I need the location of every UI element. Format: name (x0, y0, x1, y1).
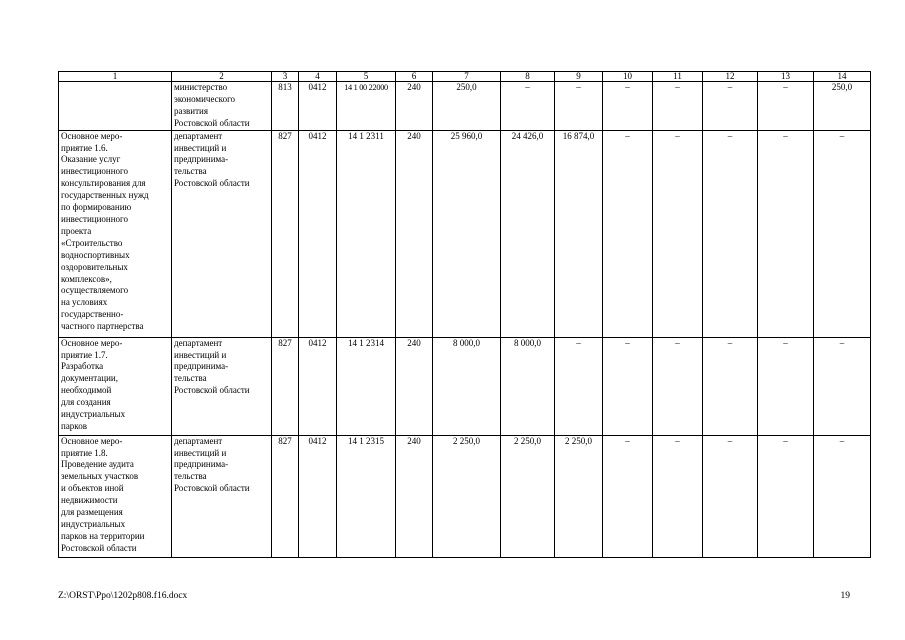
table-row (59, 337, 871, 435)
row-vr: 240 (396, 435, 433, 557)
row-value-8: 24 426,0 (501, 130, 555, 337)
row-vr: 240 (396, 337, 433, 435)
col-header-12: 12 (703, 72, 758, 82)
row-value-12: – (703, 130, 758, 337)
row-rzpr: 0412 (299, 82, 337, 131)
row-value-11: – (653, 337, 703, 435)
row-rzpr: 0412 (299, 337, 337, 435)
row-executor: министерство экономического развития Ростовской области (172, 82, 272, 131)
footer-page-number: 19 (840, 591, 850, 601)
row-csr: 14 1 00 22000 (337, 82, 396, 131)
row-value-10: – (603, 82, 653, 131)
row-name: Основное меро- приятие 1.6. Оказание услуг инвестиционного консультирования для государственных нужд по формированию инвестиционного проекта «Строительство водноспортивных оздоровительных комплексов», осуществляемого на условиях государственно- частного партнерства (59, 130, 172, 337)
row-value-11: – (653, 130, 703, 337)
row-name (59, 82, 172, 131)
row-value-10: – (603, 337, 653, 435)
row-csr: 14 1 2315 (337, 435, 396, 557)
row-value-9: – (555, 337, 603, 435)
budget-table (58, 71, 871, 558)
row-value-9: 2 250,0 (555, 435, 603, 557)
row-value-10: – (603, 435, 653, 557)
row-value-12: – (703, 337, 758, 435)
row-value-11: – (653, 82, 703, 131)
row-value-8: 2 250,0 (501, 435, 555, 557)
row-csr: 14 1 2311 (337, 130, 396, 337)
row-csr: 14 1 2314 (337, 337, 396, 435)
row-executor: департамент инвестиций и предпринима- тельства Ростовской области (172, 130, 272, 337)
row-rzpr: 0412 (299, 435, 337, 557)
col-header-5: 5 (337, 72, 396, 82)
col-header-11: 11 (653, 72, 703, 82)
row-value-13: – (758, 130, 814, 337)
row-name: Основное меро- приятие 1.8. Проведение аудита земельных участков и объектов иной недвижимости для размещения индустриальных парков на территории Ростовской области (59, 435, 172, 557)
col-header-14: 14 (814, 72, 871, 82)
row-value-7: 2 250,0 (433, 435, 501, 557)
row-value-13: – (758, 435, 814, 557)
row-value-11: – (653, 435, 703, 557)
row-value-9: 16 874,0 (555, 130, 603, 337)
row-value-13: – (758, 337, 814, 435)
col-header-9: 9 (555, 72, 603, 82)
col-header-2: 2 (172, 72, 272, 82)
table-row (59, 435, 871, 557)
row-value-8: – (501, 82, 555, 131)
row-grbs: 813 (272, 82, 299, 131)
row-value-10: – (603, 130, 653, 337)
col-header-3: 3 (272, 72, 299, 82)
row-rzpr: 0412 (299, 130, 337, 337)
col-header-13: 13 (758, 72, 814, 82)
header-row (59, 72, 871, 82)
col-header-4: 4 (299, 72, 337, 82)
row-grbs: 827 (272, 337, 299, 435)
table-row (59, 130, 871, 337)
row-name: Основное меро- приятие 1.7. Разработка документации, необходимой для создания индустриальных парков (59, 337, 172, 435)
row-value-14: – (814, 130, 871, 337)
row-value-8: 8 000,0 (501, 337, 555, 435)
row-value-7: 25 960,0 (433, 130, 501, 337)
row-value-12: – (703, 82, 758, 131)
col-header-1: 1 (59, 72, 172, 82)
row-vr: 240 (396, 82, 433, 131)
row-value-13: – (758, 82, 814, 131)
row-grbs: 827 (272, 130, 299, 337)
col-header-10: 10 (603, 72, 653, 82)
row-value-12: – (703, 435, 758, 557)
row-vr: 240 (396, 130, 433, 337)
row-value-14: 250,0 (814, 82, 871, 131)
row-grbs: 827 (272, 435, 299, 557)
col-header-7: 7 (433, 72, 501, 82)
footer-file-path: Z:\ORST\Ppo\1202p808.f16.docx (58, 591, 188, 601)
row-executor: департамент инвестиций и предпринима- тельства Ростовской области (172, 435, 272, 557)
row-value-7: 250,0 (433, 82, 501, 131)
row-executor: департамент инвестиций и предпринима- тельства Ростовской области (172, 337, 272, 435)
row-value-9: – (555, 82, 603, 131)
col-header-6: 6 (396, 72, 433, 82)
col-header-8: 8 (501, 72, 555, 82)
row-value-14: – (814, 435, 871, 557)
row-value-7: 8 000,0 (433, 337, 501, 435)
row-value-14: – (814, 337, 871, 435)
table-row (59, 82, 871, 131)
